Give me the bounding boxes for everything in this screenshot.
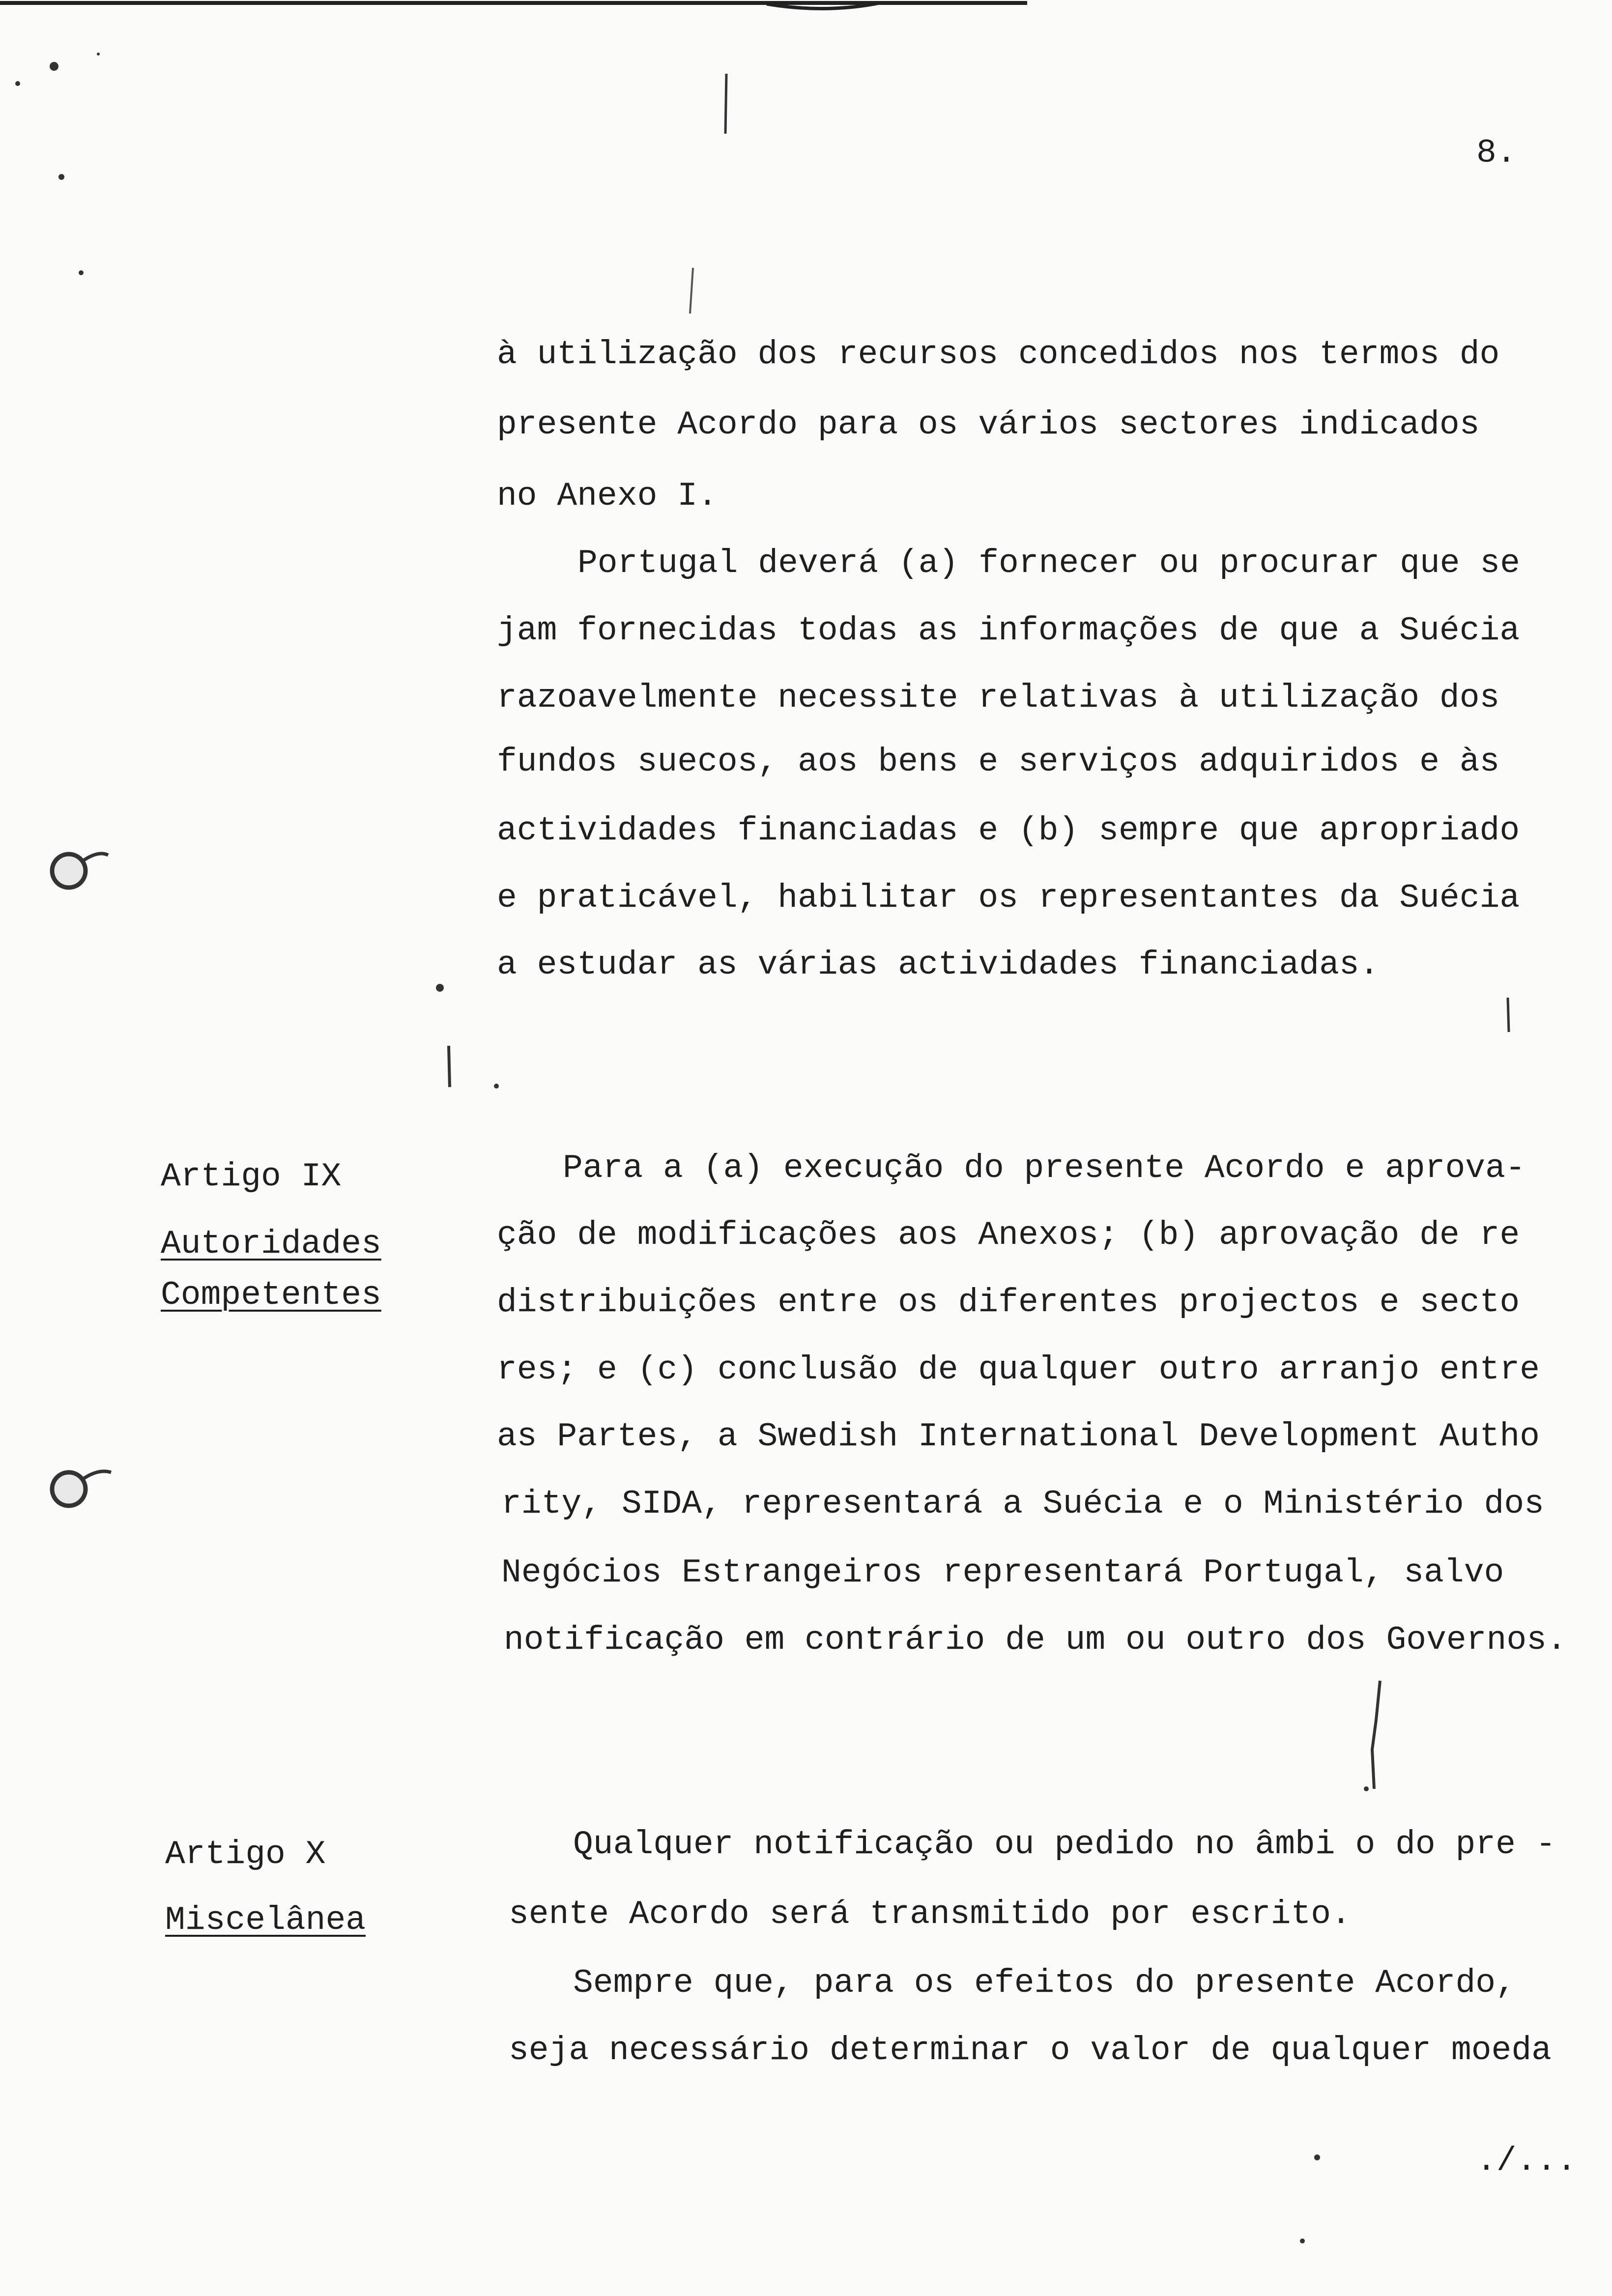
text-line: a estudar as várias actividades financiadas.	[497, 946, 1380, 984]
text-line: Sempre que, para os efeitos do presente Acordo,	[573, 1964, 1516, 2002]
stray-stroke	[449, 1046, 450, 1087]
text-line: à utilização dos recursos concedidos nos termos do	[497, 336, 1500, 373]
text-line: res; e (c) conclusão de qualquer outro arranjo entre	[497, 1351, 1540, 1389]
text-line: notificação em contrário de um ou outro dos Governos.	[504, 1621, 1567, 1659]
text-line: seja necessário determinar o valor de qualquer moeda	[509, 2032, 1552, 2069]
text-line: Negócios Estrangeiros representará Portugal, salvo	[501, 1554, 1504, 1592]
text-line: razoavelmente necessite relativas à utilização dos	[497, 679, 1500, 717]
text-line: rity, SIDA, representará a Suécia e o Ministério dos	[501, 1485, 1544, 1523]
pen-mark	[1372, 1681, 1380, 1789]
text-line: actividades financiadas e (b) sempre que apropriado	[497, 812, 1520, 850]
article-heading: Autoridades	[161, 1225, 381, 1263]
text-line: e praticável, habilitar os representantes da Suécia	[497, 879, 1520, 917]
punch-hole-mark	[52, 854, 108, 888]
bracket-mark	[1508, 998, 1509, 1032]
text-line: jam fornecidas todas as informações de que a Suécia	[497, 612, 1520, 650]
stray-stroke	[690, 268, 693, 314]
text-line: sente Acordo será transmitido por escrito.	[509, 1895, 1351, 1933]
text-line: presente Acordo para os vários sectores indicados	[497, 406, 1480, 444]
page-number: 8.	[1476, 134, 1517, 172]
continuation-marker: ./...	[1476, 2142, 1577, 2180]
text-line: distribuições entre os diferentes projectos e secto	[497, 1284, 1520, 1321]
text-line: Qualquer notificação ou pedido no âmbi o do pre -	[573, 1826, 1556, 1864]
text-line: ção de modificações aos Anexos; (b) aprovação de re	[497, 1216, 1520, 1254]
text-line: fundos suecos, aos bens e serviços adquiridos e às	[497, 743, 1500, 781]
text-line: no Anexo I.	[497, 477, 718, 515]
text-line: as Partes, a Swedish International Development Autho	[497, 1418, 1540, 1456]
article-heading: Competentes	[161, 1276, 381, 1314]
article-heading: Miscelânea	[165, 1901, 366, 1939]
article-label: Artigo X	[165, 1836, 326, 1873]
text-line: Portugal deverá (a) fornecer ou procurar que se	[577, 545, 1520, 582]
text-line: Para a (a) execução do presente Acordo e aprova-	[563, 1149, 1526, 1187]
punch-hole-mark	[52, 1471, 111, 1506]
article-label: Artigo IX	[161, 1158, 342, 1196]
stray-stroke	[725, 74, 726, 134]
